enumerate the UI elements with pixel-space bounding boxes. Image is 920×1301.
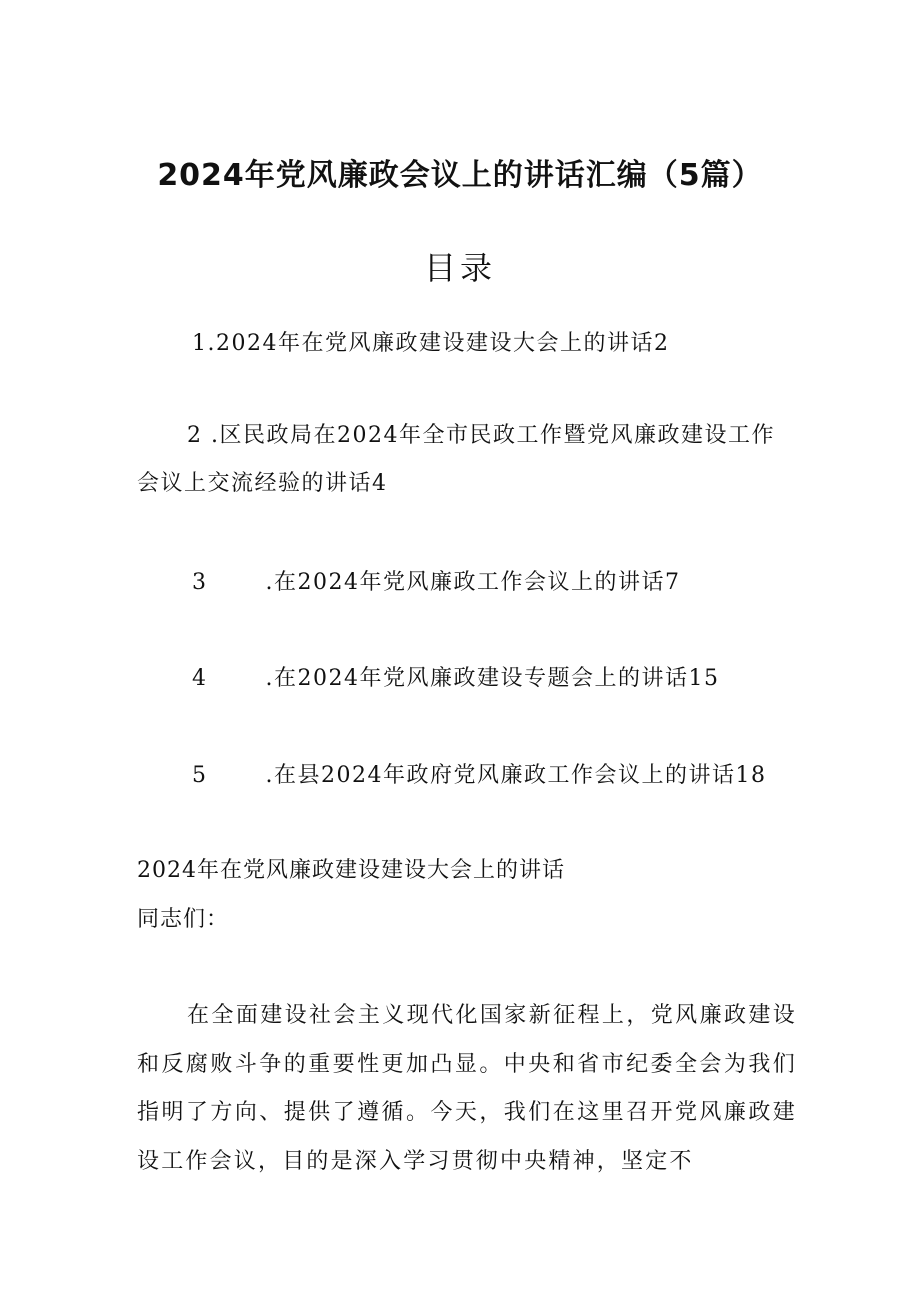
toc-item-number: 5: [192, 763, 208, 788]
toc-item-3[interactable]: [192, 565, 680, 596]
toc-item-4[interactable]: [192, 661, 719, 692]
toc-heading: 目录: [423, 249, 496, 287]
toc-item-text: 区民政局在2024年全市民政工作暨党风廉政建设工作会议上交流经验的讲话4: [137, 423, 775, 496]
body-paragraph: 在全面建设社会主义现代化国家新征程上，党风廉政建设和反腐败斗争的重要性更加凸显。中央和省市纪委全会为我们指明了方向、提供了遵循。今天，我们在这里召开党风廉政建设工作会议，目的是深入学习贯彻中央精神，坚定不: [137, 1003, 797, 1174]
toc-item-number: 2 .: [187, 423, 220, 448]
toc-item-number: 4: [192, 666, 208, 691]
section-title: 2024年在党风廉政建设建设大会上的讲话: [137, 858, 565, 883]
salutation: 同志们：: [137, 907, 230, 932]
toc-item-1[interactable]: [192, 326, 670, 357]
toc-item-text: 2024年在党风廉政建设建设大会上的讲话2: [216, 331, 670, 356]
toc-item-text: .在2024年党风廉政工作会议上的讲话7: [265, 570, 681, 595]
toc-item-text: .在2024年党风廉政建设专题会上的讲话15: [265, 666, 720, 691]
toc-item-number: 1.: [192, 331, 216, 356]
toc-item-2[interactable]: [137, 412, 797, 508]
toc-item-text: .在县2024年政府党风廉政工作会议上的讲话18: [265, 763, 767, 788]
document-title: 2024年党风廉政会议上的讲话汇编（5篇）: [157, 158, 763, 193]
toc-item-number: 3: [192, 570, 208, 595]
toc-item-5[interactable]: [192, 758, 766, 789]
